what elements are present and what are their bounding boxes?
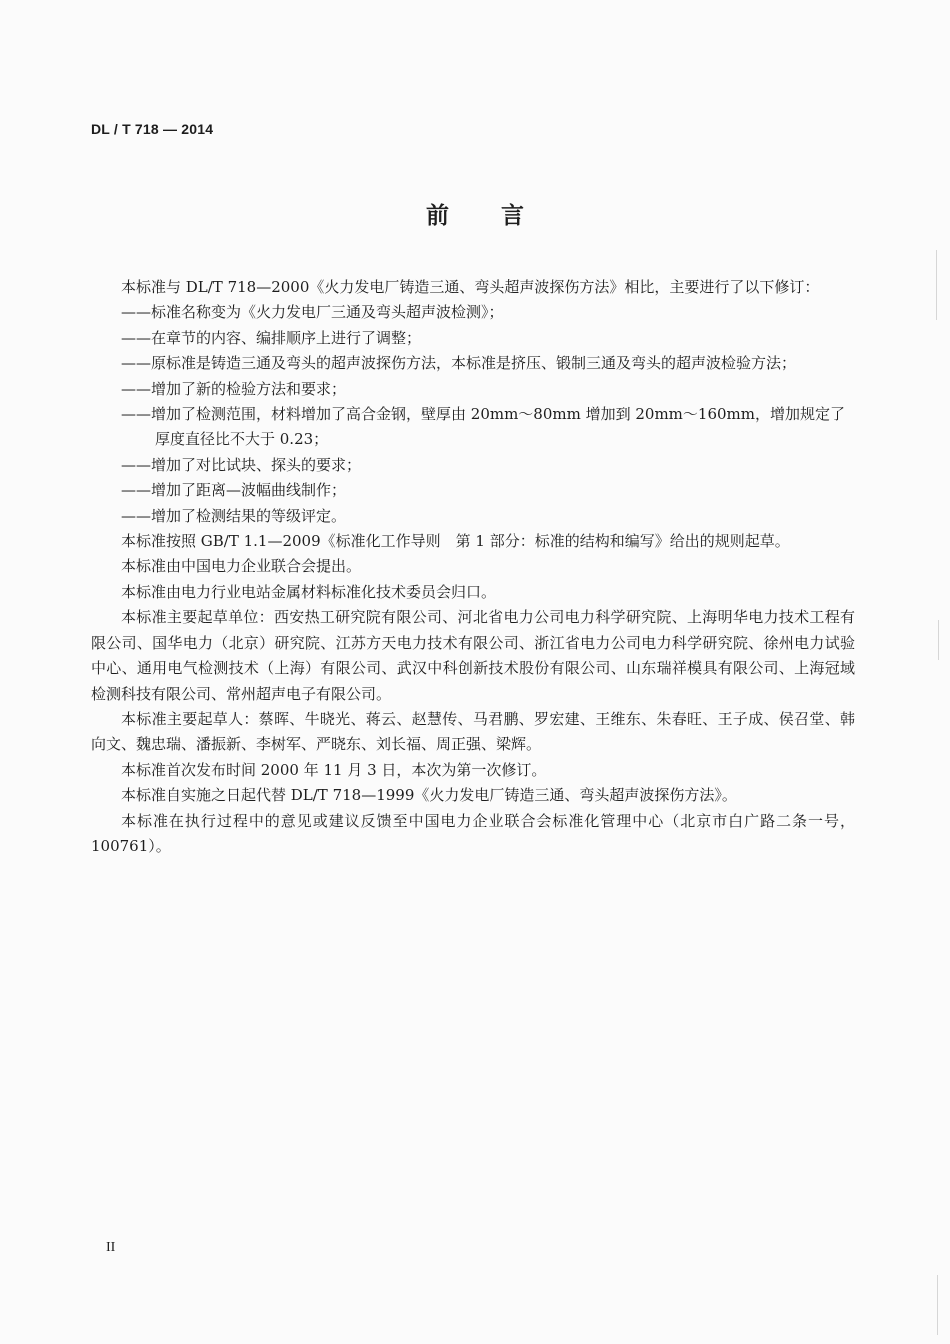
change-item: ——标准名称变为《火力发电厂三通及弯头超声波检测》； bbox=[121, 303, 504, 322]
feedback-paragraph: 本标准在执行过程中的意见或建议反馈至中国电力企业联合会标准化管理中心（北京市白广路二条一号，100761）。 bbox=[91, 811, 855, 855]
change-item: ——增加了检测范围，材料增加了高合金钢，壁厚由 20mm～80mm 增加到 20mm～160mm，增加规定了厚度直径比不大于 0.23； bbox=[121, 405, 845, 449]
standard-code: DL / T 718 — 2014 bbox=[91, 121, 214, 137]
document-body bbox=[91, 275, 855, 859]
change-item: ——在章节的内容、编排顺序上进行了调整； bbox=[121, 328, 422, 347]
proposer-paragraph: 本标准由中国电力企业联合会提出。 bbox=[121, 557, 362, 576]
scan-edge-line bbox=[937, 1275, 938, 1335]
page-title: 前言 bbox=[426, 202, 576, 229]
drafters-paragraph: 本标准主要起草人：蔡晖、牛晓光、蒋云、赵慧传、马君鹏、罗宏建、王维东、朱春旺、王子成、侯召堂、韩向文、魏忠瑞、潘振新、李树军、严晓东、刘长福、周正强、梁辉。 bbox=[91, 709, 855, 754]
intro-paragraph: 本标准与 DL/T 718—2000《火力发电厂铸造三通、弯头超声波探伤方法》相比，主要进行了以下修订： bbox=[121, 278, 820, 296]
change-item: ——增加了距离—波幅曲线制作； bbox=[121, 481, 347, 500]
release-date-paragraph: 本标准首次发布时间 2000 年 11 月 3 日，本次为第一次修订。 bbox=[121, 760, 547, 779]
scan-edge-line bbox=[936, 250, 937, 320]
change-item: ——增加了对比试块、探头的要求； bbox=[121, 455, 362, 474]
change-item: ——增加了检测结果的等级评定。 bbox=[121, 506, 347, 525]
page-number: II bbox=[106, 1240, 116, 1255]
change-item: ——原标准是铸造三通及弯头的超声波探伤方法，本标准是挤压、锻制三通及弯头的超声波检验方法； bbox=[121, 354, 797, 373]
drafting-rules-paragraph: 本标准按照 GB/T 1.1—2009《标准化工作导则 第 1 部分：标准的结构和编写》给出的规则起草。 bbox=[121, 532, 790, 551]
drafting-units-paragraph: 本标准主要起草单位：西安热工研究院有限公司、河北省电力公司电力科学研究院、上海明华电力技术工程有限公司、国华电力（北京）研究院、江苏方天电力技术有限公司、浙江省电力公司电力科学研究院、徐州电力试验中心、通用电气检测技术（上海）有限公司、武汉中科创新技术股份有限公司、山东瑞祥模具有限公司、上海冠域检测科技有限公司、常州超声电子有限公司。 bbox=[91, 608, 855, 703]
committee-paragraph: 本标准由电力行业电站金属材料标准化技术委员会归口。 bbox=[121, 582, 497, 601]
scan-edge-line bbox=[938, 620, 939, 660]
change-item: ——增加了新的检验方法和要求； bbox=[121, 379, 347, 398]
replacement-paragraph: 本标准自实施之日起代替 DL/T 718—1999《火力发电厂铸造三通、弯头超声波探伤方法》。 bbox=[121, 786, 737, 805]
